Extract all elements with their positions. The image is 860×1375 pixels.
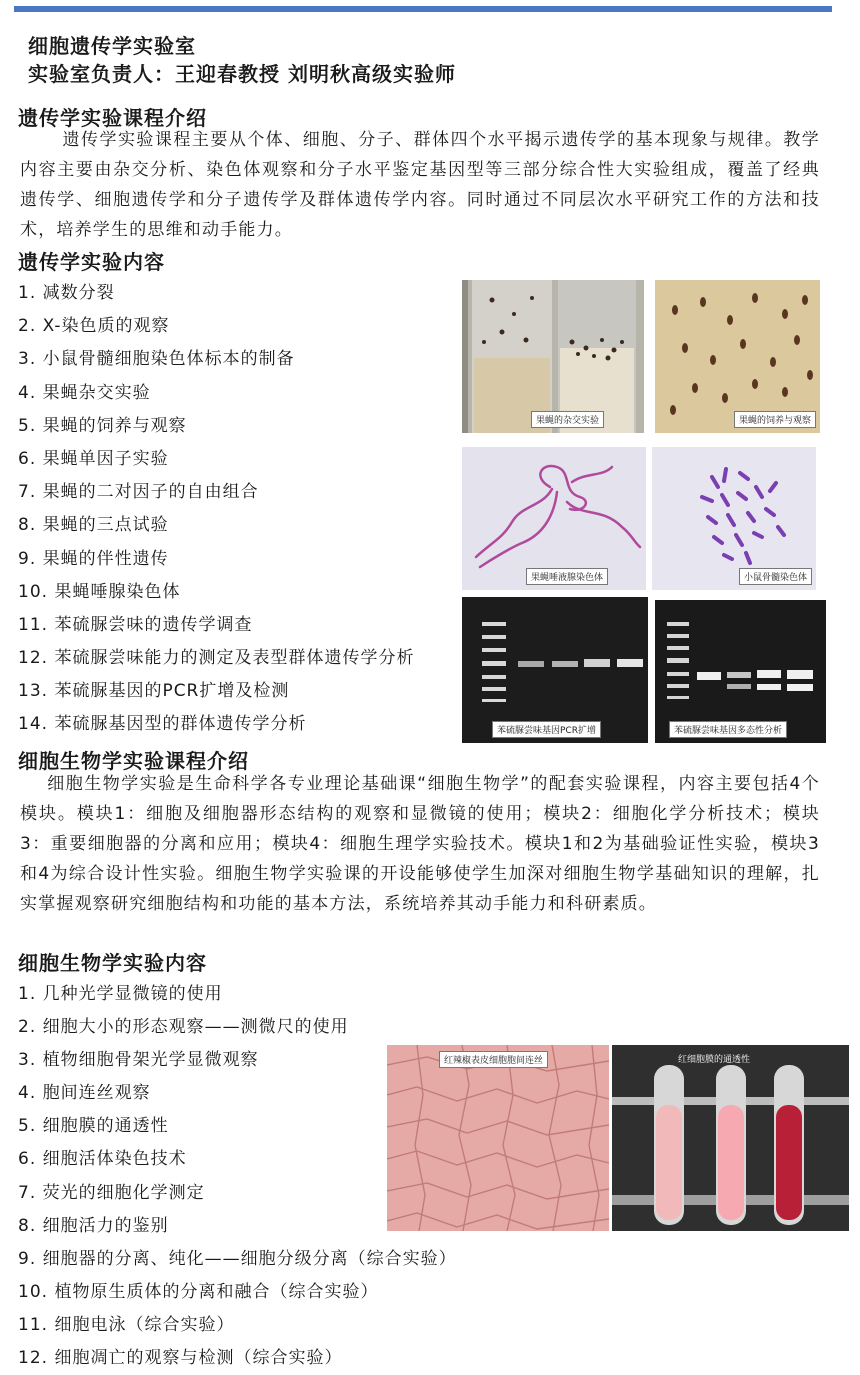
list-item: 3. 小鼠骨髓细胞染色体标本的制备 [18,349,295,370]
genetics-intro-text: 遗传学实验课程主要从个体、细胞、分子、群体四个水平揭示遗传学的基本现象与规律。教学内容主要由杂交分析、染色体观察和分子水平鉴定基因型等三部分综合性大实验组成，覆盖了经典遗传学、细胞遗传学和分子遗传学及群体遗传学内容。同时通过不同层次水平研究工作的方法和技术，培养学生的思维和动手能力。 [20,130,820,240]
photo-polymorphism-gel [655,600,826,743]
list-item: 1. 几种光学显微镜的使用 [18,984,223,1004]
top-accent-bar [14,6,832,12]
list-item: 8. 细胞活力的鉴别 [18,1215,169,1236]
photo-fly-cross [462,280,644,433]
list-item: 12. 苯硫脲尝味能力的测定及表型群体遗传学分析 [18,648,415,669]
cellbio-intro-title: 细胞生物学实验课程介绍 [18,749,249,773]
list-item: 13. 苯硫脲基因的PCR扩增及检测 [18,681,290,702]
photo-caption: 苯硫脲尝味基因多态性分析 [669,721,787,738]
cellbio-content-title: 细胞生物学实验内容 [18,951,207,975]
list-item: 9. 细胞器的分离、纯化——细胞分级分离（综合实验） [18,1248,457,1269]
list-item: 11. 苯硫脲尝味的遗传学调查 [18,614,253,635]
genetics-intro-title: 遗传学实验课程介绍 [18,106,207,130]
list-item: 10. 果蝇唾腺染色体 [18,581,181,602]
photo-caption: 红辣椒表皮细胞胞间连丝 [439,1051,548,1068]
list-item: 5. 果蝇的饲养与观察 [18,415,187,436]
list-item: 5. 细胞膜的通透性 [18,1116,169,1137]
photo-caption: 苯硫脲尝味基因PCR扩增 [492,721,601,738]
photo-plasmodesmata [387,1045,609,1231]
photo-mouse-chromosome [652,447,816,590]
photo-pcr-gel [462,597,648,743]
list-item: 7. 果蝇的二对因子的自由组合 [18,482,259,503]
list-item: 10. 植物原生质体的分离和融合（综合实验） [18,1281,379,1302]
photo-caption: 果蝇的杂交实验 [531,411,604,428]
list-item: 4. 胞间连丝观察 [18,1083,151,1104]
list-item: 8. 果蝇的三点试验 [18,515,169,536]
genetics-content-title: 遗传学实验内容 [18,250,165,274]
genetics-experiment-list [18,277,414,742]
list-item: 6. 细胞活体染色技术 [18,1149,187,1170]
list-item: 7. 荧光的细胞化学测定 [18,1182,205,1203]
photo-caption: 红细胞膜的通透性 [678,1055,751,1065]
cellbio-intro-text: 细胞生物学实验是生命科学各专业理论基础课“细胞生物学”的配套实验课程，内容主要包括4个模块。模块1：细胞及细胞器形态结构的观察和显微镜的使用；模块2：细胞化学分析技术；模块3：重要细胞器的分离和应用；模块4：细胞生理学实验技术。模块1和2为基础验证性实验，模块3和4为综合设计性实验。细胞生物学实验课的开设能够使学生加深对细胞生物学基础知识的理解，扎实掌握观察研究细胞结构和功能的基本方法，系统培养其动手能力和科研素质。 [20,774,820,914]
list-item: 1. 减数分裂 [18,283,115,303]
list-item: 2. 细胞大小的形态观察——测微尺的使用 [18,1017,349,1038]
photo-membrane-permeability [612,1045,849,1231]
list-item: 12. 细胞凋亡的观察与检测（综合实验） [18,1348,343,1369]
photo-salivary-chromosome [462,447,646,590]
lab-name: 细胞遗传学实验室 [28,34,196,58]
list-item: 3. 植物细胞骨架光学显微观察 [18,1050,259,1071]
photo-caption: 果蝇唾液腺染色体 [526,568,608,585]
lab-heads: 实验室负责人：王迎春教授 刘明秋高级实验师 [28,62,456,86]
photo-fly-rearing [655,280,820,433]
photo-caption: 小鼠骨髓染色体 [739,568,812,585]
list-item: 6. 果蝇单因子实验 [18,448,169,469]
list-item: 9. 果蝇的伴性遗传 [18,548,169,569]
list-item: 4. 果蝇杂交实验 [18,382,151,403]
list-item: 2. X-染色质的观察 [18,316,170,337]
list-item: 11. 细胞电泳（综合实验） [18,1314,235,1335]
photo-caption: 果蝇的饲养与观察 [734,411,816,428]
list-item: 14. 苯硫脲基因型的群体遗传学分析 [18,714,307,735]
